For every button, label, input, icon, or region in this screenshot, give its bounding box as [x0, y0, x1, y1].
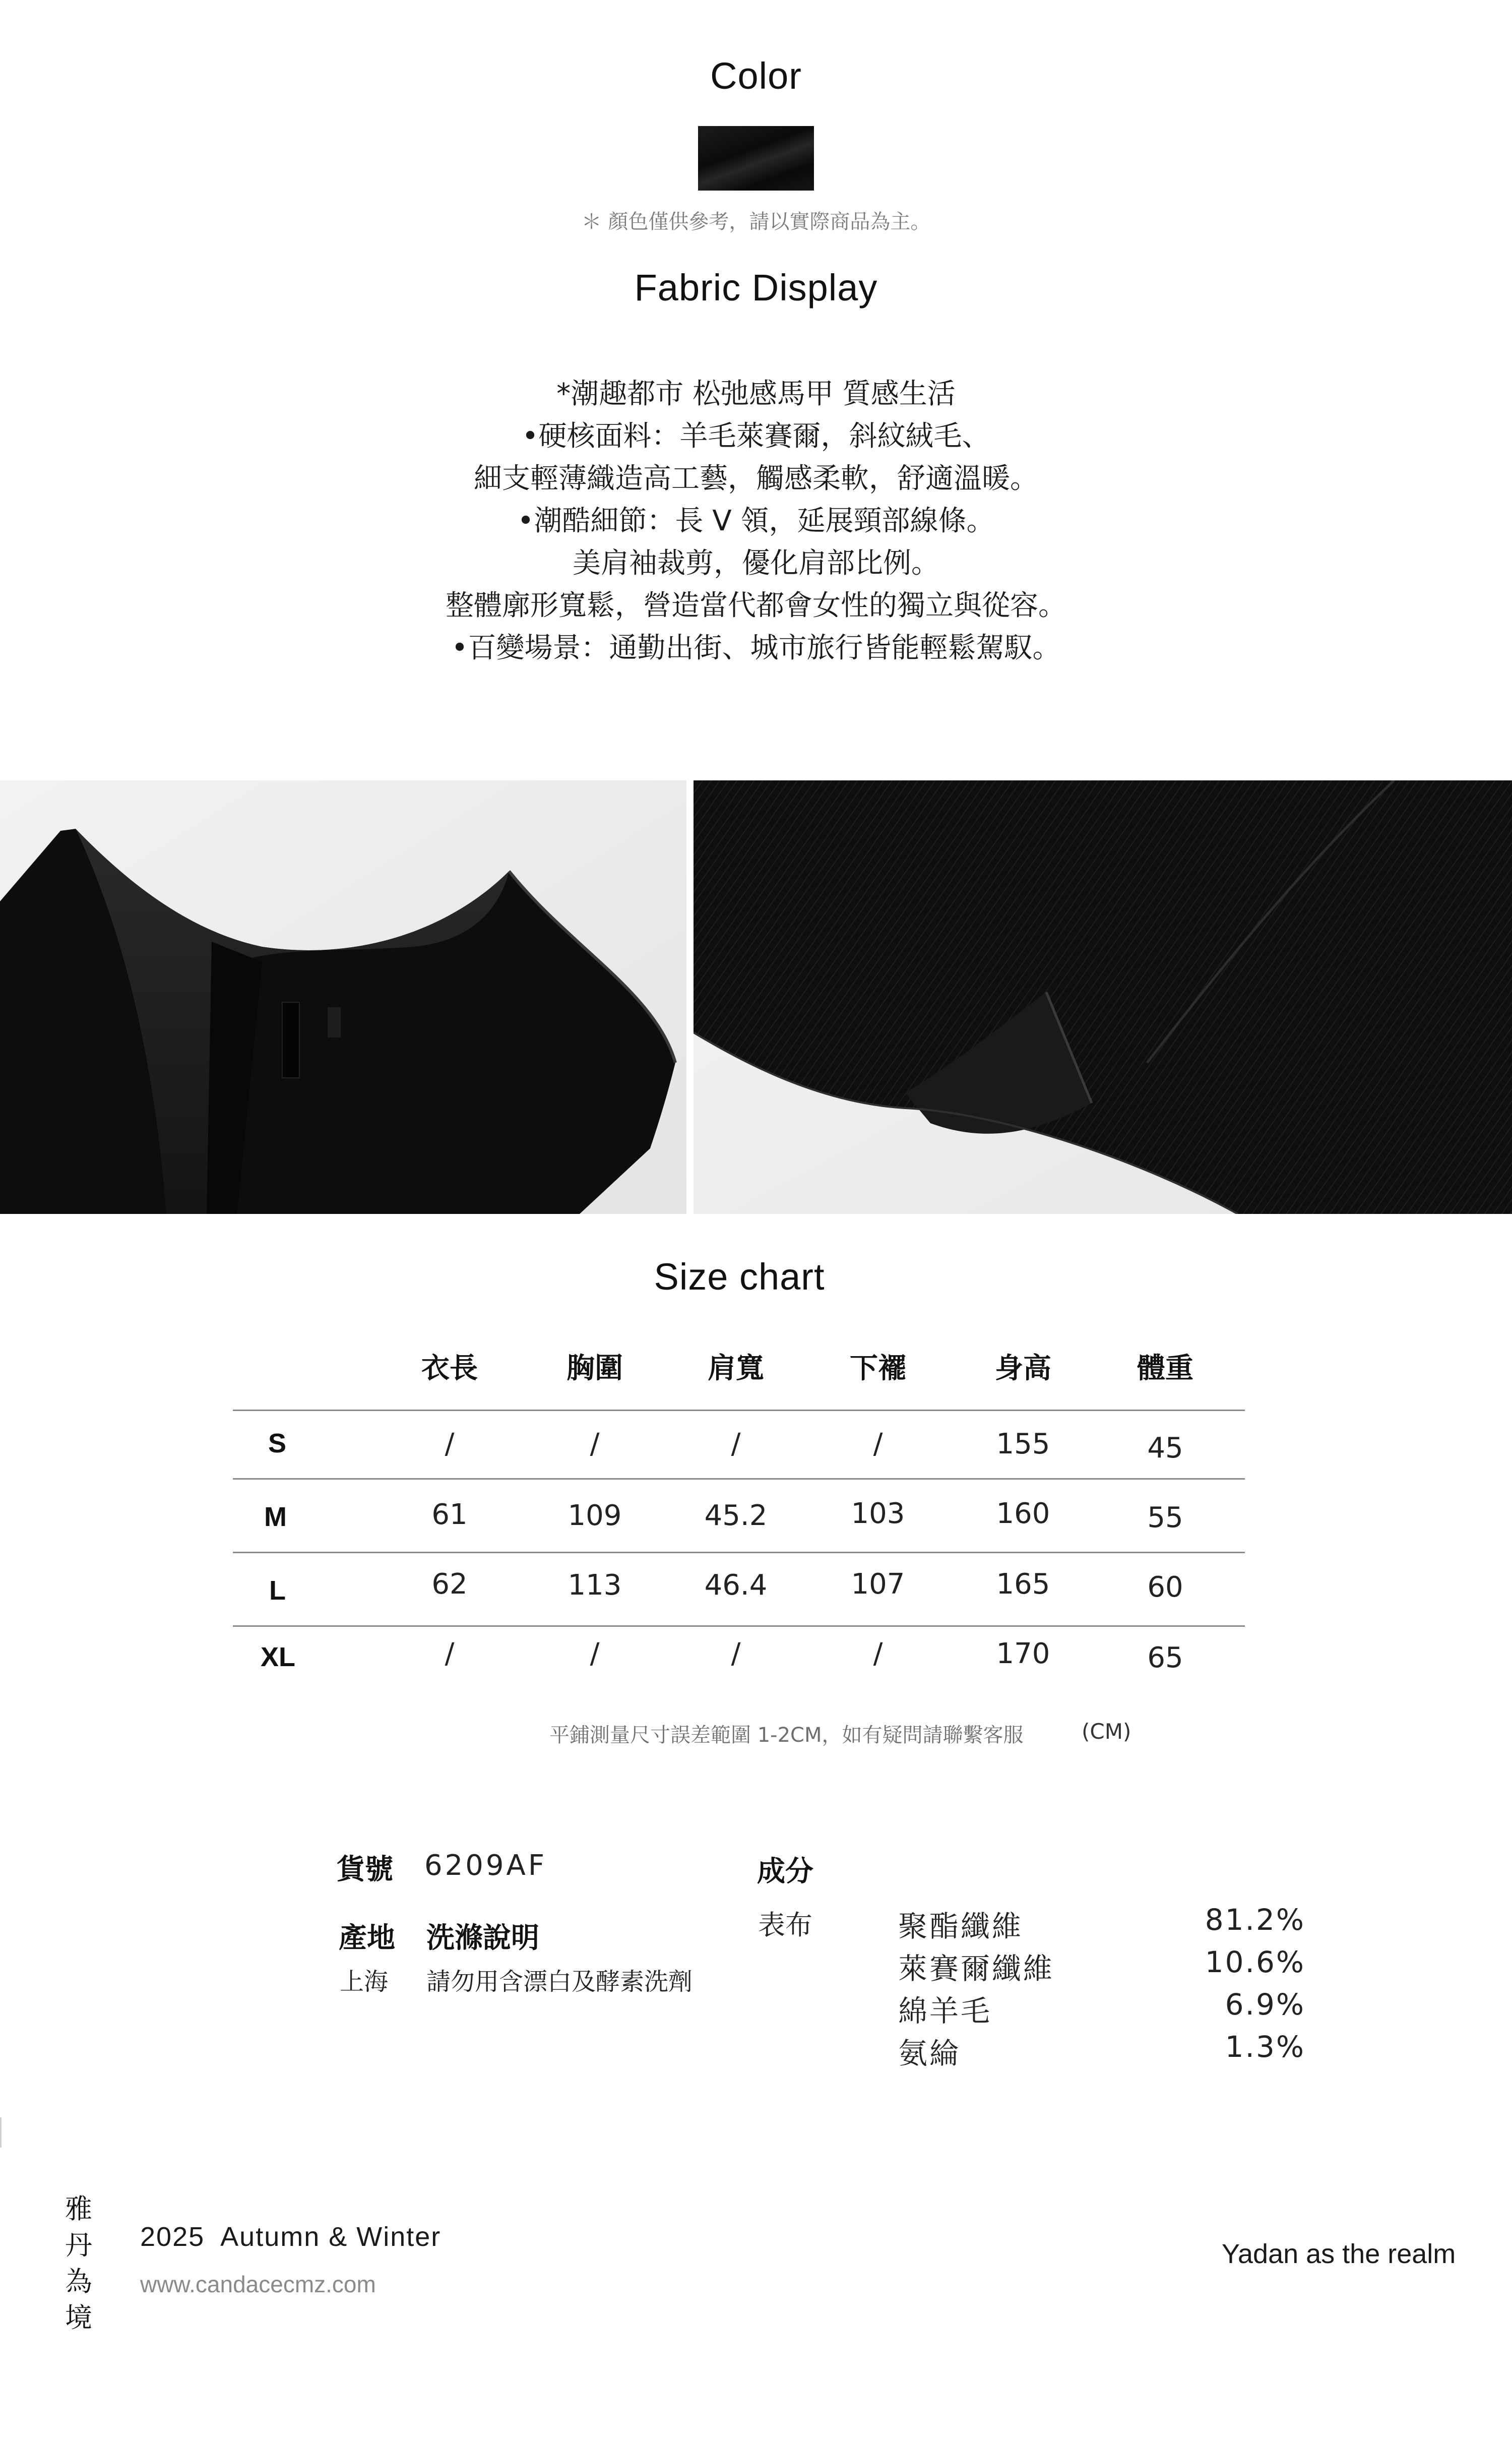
brand-char: 為 [65, 2266, 92, 2297]
size-header-weight: 體重 [1137, 1352, 1193, 1385]
fabric-line: 整體廓形寬鬆，營造當代都會女性的獨立與從容。 [446, 589, 1066, 622]
table-cell: 55 [1147, 1501, 1183, 1534]
product-code-label: 貨號 [337, 1853, 393, 1886]
table-cell: / [873, 1637, 883, 1670]
fabric-line: •硬核面料：羊毛萊賽爾，斜紋絨毛、 [522, 420, 990, 453]
wash-value: 請勿用含漂白及酵素洗劑 [426, 1968, 693, 1996]
website-link[interactable]: www.candacecmz.com [140, 2271, 376, 2297]
composition-value: 81.2% [1205, 1903, 1305, 1937]
composition-label: 成分 [757, 1855, 813, 1888]
size-label: XL [261, 1642, 296, 1672]
origin-label: 產地 [339, 1922, 395, 1955]
size-label: M [264, 1502, 287, 1532]
table-cell: / [731, 1637, 741, 1670]
fabric-description [0, 373, 1512, 669]
color-note: ＊ 顏色僅供參考，請以實際商品為主。 [581, 210, 931, 233]
fabric-line: •潮酷細節：長 V 領，延展頸部線條。 [517, 505, 995, 537]
table-cell: 62 [431, 1568, 468, 1601]
fabric-line: 美肩袖裁剪，優化肩部比例。 [573, 547, 939, 580]
composition-name: 綿羊毛 [898, 1994, 992, 2028]
table-cell: 109 [568, 1499, 622, 1532]
table-cell: / [873, 1428, 883, 1460]
brand-vertical-logo [64, 2191, 94, 2336]
table-cell: / [731, 1428, 741, 1460]
size-header-shoulder: 肩寬 [708, 1352, 764, 1385]
brand-char: 雅 [65, 2193, 92, 2225]
table-cell: 113 [568, 1569, 622, 1602]
table-cell: 155 [996, 1428, 1050, 1460]
table-cell: / [445, 1428, 455, 1460]
brand-char: 境 [65, 2302, 92, 2334]
table-cell: 170 [996, 1637, 1050, 1670]
table-cell: 160 [996, 1497, 1050, 1530]
wash-label: 洗滌說明 [426, 1922, 539, 1955]
table-cell: 107 [851, 1568, 905, 1601]
vest-hem-detail-photo [694, 780, 1512, 1214]
composition-name: 萊賽爾纖維 [898, 1951, 1055, 1986]
vest-neckline-illustration [0, 780, 686, 1214]
table-cell: / [590, 1428, 600, 1460]
composition-name: 聚酯纖維 [898, 1909, 1024, 1943]
vest-hem-illustration [694, 780, 1512, 1214]
table-cell: / [590, 1637, 600, 1670]
origin-value: 上海 [340, 1968, 389, 1996]
composition-value: 10.6% [1205, 1945, 1305, 1979]
brand-char: 丹 [65, 2229, 92, 2261]
composition-value: 6.9% [1225, 1987, 1305, 2022]
fabric-title: Fabric Display [634, 267, 878, 309]
composition-name: 氨綸 [898, 2036, 961, 2070]
size-header-hem: 下襬 [850, 1352, 906, 1385]
size-label: L [269, 1575, 286, 1606]
season-text: 2025 Autumn & Winter [140, 2222, 442, 2252]
table-divider [233, 1552, 1245, 1553]
size-header-height: 身高 [995, 1352, 1051, 1385]
table-cell: 46.4 [704, 1569, 768, 1602]
table-divider [233, 1625, 1245, 1627]
size-header-length: 衣長 [421, 1352, 478, 1385]
table-divider [233, 1478, 1245, 1480]
color-swatch-black[interactable] [698, 126, 814, 191]
composition-value: 1.3% [1225, 2030, 1305, 2064]
table-cell: / [445, 1637, 455, 1670]
table-divider [233, 1410, 1245, 1411]
product-code-value: 6209AF [424, 1849, 547, 1882]
table-cell: 45.2 [704, 1499, 768, 1532]
vest-neckline-photo [0, 780, 686, 1214]
table-cell: 60 [1147, 1571, 1183, 1604]
fabric-line: •百變場景：通勤出街、城市旅行皆能輕鬆駕馭。 [451, 632, 1061, 664]
fabric-label: 表布 [758, 1909, 812, 1941]
fabric-line: 細支輕薄織造高工藝，觸感柔軟，舒適溫暖。 [474, 462, 1038, 495]
table-cell: 165 [996, 1568, 1050, 1601]
table-cell: 45 [1147, 1432, 1183, 1464]
size-unit: (CM) [1082, 1719, 1131, 1744]
size-chart-title: Size chart [654, 1256, 825, 1298]
size-label: S [268, 1428, 287, 1458]
table-cell: 65 [1147, 1641, 1183, 1674]
tagline: Yadan as the realm [1222, 2239, 1456, 2269]
table-cell: 61 [431, 1498, 468, 1531]
fabric-line: *潮趣都市 松弛感馬甲 質感生活 [556, 378, 956, 410]
color-title: Color [710, 55, 802, 97]
table-cell: 103 [851, 1497, 905, 1530]
size-note: 平鋪測量尺寸誤差範圍 1-2CM，如有疑問請聯繫客服 [549, 1724, 1024, 1747]
photo-divider [686, 780, 694, 1214]
size-header-chest: 胸圍 [566, 1352, 623, 1385]
edge-mark [0, 2117, 2, 2148]
